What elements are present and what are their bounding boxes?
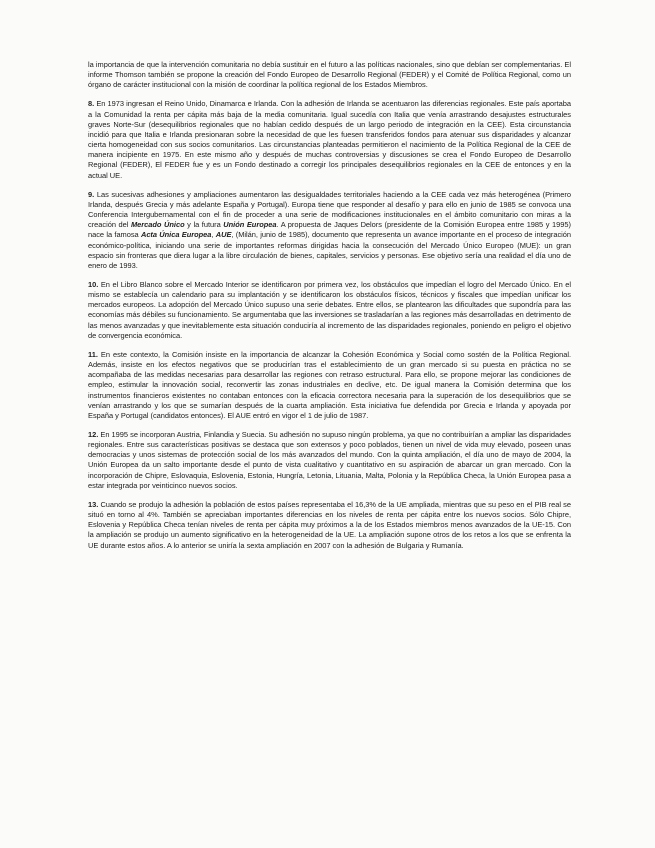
paragraph-text: En este contexto, la Comisión insiste en la importancia de alcanzar la Cohesión Económica y Social como sostén de la Política Regional. Además, insiste en los efectos negativos que se producirían tras el establecimiento de un gran mercado si su puesta en práctica no se acompañaba de las medidas necesarias para desarrollar las regiones con retraso estructural. Para ello, se propone mejorar las condiciones de empleo, estimular la innovación social, reconvertir las zonas industriales en declive, etc. De igual manera la Comisión determina que los instrumentos financieros existentes no contaban entonces con la eficacia correctora necesaria para la superación de los desequilibrios que se venían arrastrando y los que se sumarían después de la cuarta ampliación. Esta iniciativa fue defendida por Grecia e Irlanda y apoyada por España y Portugal (candidatos entonces). El AUE entró en vigor el 1 de julio de 1987. bbox=[88, 349, 571, 420]
paragraph-text: En 1973 ingresan el Reino Unido, Dinamarca e Irlanda. Con la adhesión de Irlanda se acentuaron las diferencias regionales. Este país aportaba a la Comunidad la renta per cápita más baja de la media comunitaria. Igual sucedía con Italia que venía arrastrando desajustes estructurales graves Norte-Sur (desequilibrios regionales que no habían cedido después de un largo periodo de integración en la CEE). Esta circunstancia incidió para que Italia e Irlanda presionaran sobre la necesidad de que les fuesen transferidos fondos para atenuar sus disparidades y alcanzar cierta homogeneidad con sus socios comunitarios. Las circunstancias planteadas permitieron el nacimiento de la Política Regional de la CEE de manera incipiente en 1975. En este mismo año y después de muchas controversias y discusiones se crea el Fondo Europeo de Desarrollo Regional (FEDER), El FEDER fue y es un Fondo destinado a corregir los principales desequilibrios regionales en la CEE de entonces y en la actual UE. bbox=[88, 99, 571, 180]
paragraph-number: 11. bbox=[88, 349, 98, 359]
paragraph-text: . A propuesta de Jaques Delors (presidente de la Comisión Europea entre 1985 y 1995) nace la famosa bbox=[88, 220, 571, 240]
paragraph-text: En 1995 se incorporan Austria, Finlandia y Suecia. Su adhesión no supuso ningún problema, ya que no contribuirían a ampliar las disparidades regionales. Entre sus características positivas se destaca que son extensos y poco poblados, tienen un nivel de vida muy elevado, poseen unas democracias y unos sistemas de protección social de los más avanzados del mundo. Con la quinta ampliación, el día uno de mayo de 2004, la Unión Europea da un salto importante desde el punto de vista cualitativo y cuantitativo en su aspiración de abarcar un gran mercado. Con la incorporación de Chipre, Eslovaquia, Eslovenia, Estonia, Hungría, Letonia, Lituania, Malta, Polonia y la República Checa, la Unión Europea pasa a estar integrada por veinticinco nuevos socios. bbox=[88, 430, 571, 490]
paragraph-8 bbox=[88, 99, 571, 180]
paragraph-12 bbox=[88, 430, 571, 491]
term-union-europea: Unión Europea bbox=[223, 220, 277, 230]
paragraph-text: , (Milán, junio de 1985), documento que representa un avance importante en el proceso de integración económico-política, iniciando una serie de importantes reformas dirigidas hacia la consecución del Mercado Único Europeo (MUE): un gran espacio sin fronteras que diera lugar a la libre circulación de bienes, capitales, servicios y personas. Ese objetivo sería una realidad el día uno de enero de 1993. bbox=[88, 230, 572, 270]
paragraph-number: 13. bbox=[88, 499, 99, 509]
paragraph-number: 8. bbox=[88, 99, 95, 109]
paragraph-text: Cuando se produjo la adhesión la población de estos países representaba el 16,3% de la UE ampliada, mientras que su peso en el PIB real se situó en torno al 4%. También se apreciaban importantes diferencias en los niveles de renta per cápita entre los nuevos socios. Sólo Chipre, Eslovenia y República Checa tenían niveles de renta per cápita muy próximos a la de los Estados miembros menos avanzados de la UE-15. Con la ampliación se produjo un aumento significativo en la heterogeneidad de la UE. La ampliación supone otros de los retos a los que se enfrenta la UE durante estos años. A lo anterior se uniría la sexta ampliación en 2007 con la adhesión de Bulgaria y Rumanía. bbox=[88, 499, 571, 550]
term-acta-unica-europea: Acta Única Europea bbox=[140, 230, 212, 240]
term-mercado-unico: Mercado Único bbox=[131, 220, 185, 230]
paragraph-9 bbox=[88, 190, 571, 271]
paragraph-text: En el Libro Blanco sobre el Mercado Interior se identificaron por primera vez, los obstáculos que impedían el logro del Mercado Único. En el mismo se establecía un calendario para su implantación y se identificaron los obstáculos físicos, técnicos y fiscales que impedían unificar los mercados europeos. La adopción del Mercado Único supuso una serie debates. Entre ellos, se plantearon las dificultades que supondría para las economías más débiles su funcionamiento. Se argumentaba que las inversiones se trasladarían a las regiones más desarrolladas en detrimento de las menos avanzadas y que inevitablemente esta situación conduciría al incremento de las disparidades regionales, poniendo en peligro el objetivo de convergencia económica. bbox=[88, 279, 571, 340]
paragraph-13 bbox=[88, 500, 571, 551]
paragraph-number: 9. bbox=[88, 189, 95, 199]
paragraph-text: Las sucesivas adhesiones y ampliaciones aumentaron las desigualdades territoriales haciendo a la CEE cada vez más heterogénea (Primero Irlanda, después Grecia y más adelante España y Portugal). Europa tiene que responder al desafío y para ello en junio de 1985 se convoca una Conferencia Intergubernamental con el fin de proceder a una serie de modificaciones institucionales en el ámbito comunitario con miras a la creación del bbox=[88, 189, 571, 230]
paragraph-text: la importancia de que la intervención comunitaria no debía sustituir en el futuro a las políticas nacionales, sino que debían ser complementarias. El informe Thomson también se propone la creación del Fondo Europeo de Desarrollo Regional (FEDER) y el Comité de Política Regional, como un órgano de carácter institucional con la misión de coordinar la política regional de los Estados Miembros. bbox=[88, 60, 571, 90]
paragraph-number: 12. bbox=[88, 430, 99, 439]
paragraph-continuation bbox=[88, 60, 571, 90]
paragraph-text: , bbox=[211, 230, 216, 240]
term-aue: AUE bbox=[215, 230, 232, 240]
paragraph-number: 10. bbox=[88, 279, 99, 289]
paragraph-10 bbox=[88, 280, 571, 341]
paragraph-text: y la futura bbox=[184, 220, 224, 230]
paragraph-11 bbox=[88, 350, 571, 421]
